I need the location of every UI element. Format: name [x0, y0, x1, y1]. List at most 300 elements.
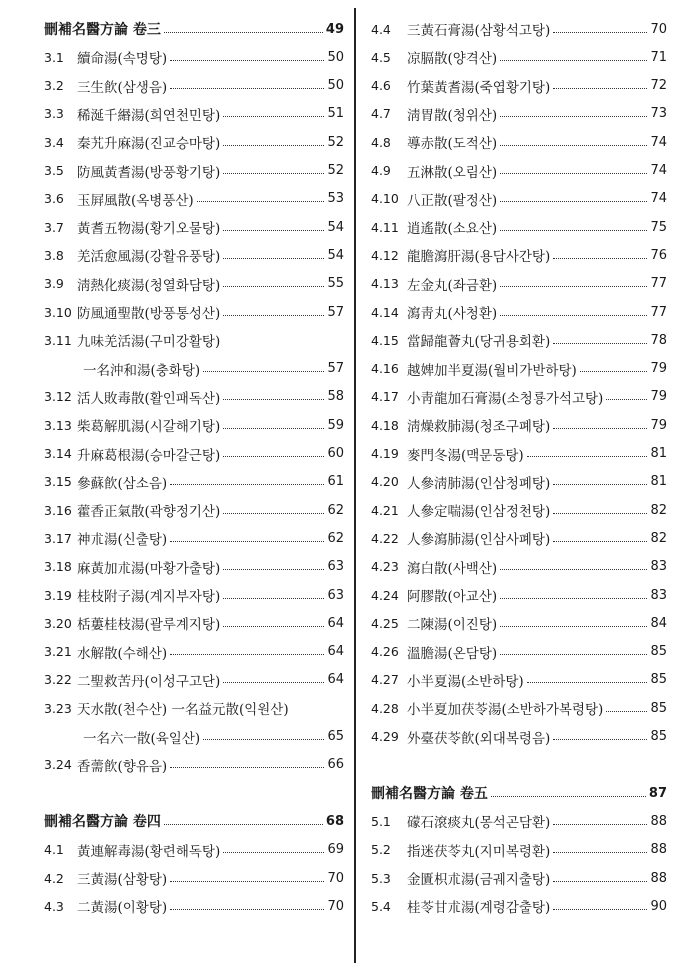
- toc-entry: [44, 243, 344, 267]
- entry-number: 3.24: [44, 757, 72, 773]
- entry-title: 逍遙散(소요산): [407, 221, 498, 238]
- leader-dots: [580, 371, 648, 372]
- leader-dots: [170, 88, 324, 89]
- leader-dots: [606, 399, 647, 400]
- toc-entry: [371, 838, 667, 862]
- page-number: 61: [327, 474, 344, 490]
- page-number: 74: [650, 134, 667, 150]
- entry-number: 3.15: [44, 474, 72, 490]
- toc-entry: [371, 526, 667, 550]
- entry-number: 3.5: [44, 163, 64, 178]
- entry-title: 羌活愈風湯(강활유풍탕): [77, 249, 221, 266]
- entry-number: 4.2: [44, 870, 64, 886]
- entry-title: 金匱枳朮湯(금궤지출탕): [407, 872, 551, 888]
- entry-number: 4.14: [371, 304, 399, 320]
- toc-entry: [371, 102, 667, 126]
- toc-entry: [44, 300, 344, 324]
- toc-entry: [44, 640, 344, 664]
- toc-entry: [371, 809, 667, 833]
- leader-dots: [500, 569, 647, 570]
- entry-number: 3.23: [44, 700, 72, 716]
- entry-title: 龍膽瀉肝湯(용담사간탕): [407, 249, 551, 266]
- page-number: 60: [327, 446, 344, 461]
- entry-number: 4.18: [371, 417, 399, 433]
- toc-entry: [44, 526, 344, 550]
- entry-title: 淸胃散(청위산): [407, 107, 498, 124]
- page-number: 64: [327, 615, 344, 631]
- entry-number: 4.20: [371, 474, 399, 490]
- page-number: 53: [327, 191, 344, 207]
- section-title: 刪補名醫方論 卷四: [44, 814, 161, 831]
- entry-number: 4.23: [371, 559, 399, 575]
- toc-entry: [44, 866, 344, 890]
- toc-entry: [371, 17, 667, 41]
- entry-title: 淸燥救肺湯(청조구폐탕): [407, 419, 551, 436]
- page-number: 50: [327, 78, 344, 94]
- entry-number: 3.4: [44, 134, 64, 150]
- toc-entry: [44, 357, 344, 381]
- entry-number: 3.16: [44, 502, 72, 518]
- page-number: 79: [650, 389, 667, 405]
- leader-dots: [223, 428, 324, 429]
- toc-entry: [371, 385, 667, 409]
- entry-number: 3.18: [44, 559, 72, 575]
- entry-title: 桂枝附子湯(계지부자탕): [77, 589, 221, 605]
- entry-title: 人參定喘湯(인삼정천탕): [407, 504, 551, 521]
- entry-title: 麻黃加朮湯(마황가출탕): [77, 560, 221, 577]
- entry-number: 5.2: [371, 842, 391, 858]
- entry-number: 5.3: [371, 870, 391, 886]
- entry-number: 3.17: [44, 530, 72, 546]
- entry-title: 三黃湯(삼황탕): [77, 872, 168, 888]
- leader-dots: [164, 824, 323, 825]
- leader-dots: [170, 484, 324, 485]
- entry-number: 4.6: [371, 78, 391, 94]
- entry-number: 4.15: [371, 332, 399, 348]
- page-number: 58: [327, 389, 344, 405]
- toc-entry: [371, 45, 667, 69]
- toc-entry: [44, 187, 344, 211]
- page-number: 59: [327, 417, 344, 433]
- page-number: 65: [327, 729, 344, 744]
- entry-number: 4.21: [371, 502, 399, 518]
- page-number: 88: [650, 813, 667, 829]
- leader-dots: [164, 32, 323, 33]
- page-number: 70: [327, 870, 344, 886]
- entry-title: 小半夏湯(소반하탕): [407, 673, 524, 690]
- entry-number: 3.9: [44, 276, 64, 292]
- leader-dots: [500, 230, 647, 231]
- entry-title: 小靑龍加石膏湯(소청룡가석고탕): [407, 390, 604, 407]
- entry-title: 阿膠散(아교산): [407, 589, 498, 605]
- toc-entry: [44, 215, 344, 239]
- toc-entry: [371, 413, 667, 437]
- entry-number: 4.5: [371, 49, 391, 65]
- entry-title: 左金丸(좌금환): [407, 277, 498, 294]
- leader-dots: [500, 315, 647, 316]
- page-number: 70: [327, 898, 344, 914]
- page-number: 62: [327, 530, 344, 546]
- page-number: 90: [650, 898, 667, 914]
- toc-entry: [44, 328, 344, 352]
- entry-title: 越婢加半夏湯(월비가반하탕): [407, 362, 577, 379]
- entry-number: 5.4: [371, 898, 391, 914]
- toc-entry: [44, 272, 344, 296]
- leader-dots: [606, 711, 647, 712]
- page-number: 73: [650, 106, 667, 122]
- entry-number: 4.25: [371, 615, 399, 631]
- entry-title: 稀涎千緡湯(희연천민탕): [77, 107, 221, 124]
- leader-dots: [170, 767, 324, 768]
- leader-dots: [527, 456, 648, 457]
- toc-entry: [371, 357, 667, 381]
- toc-entry: [371, 583, 667, 607]
- entry-title: 防風黃耆湯(방풍황기탕): [77, 164, 221, 181]
- leader-dots: [491, 796, 646, 797]
- page-number: 49: [325, 21, 344, 37]
- entry-title: 黃耆五物湯(황기오물탕): [77, 221, 221, 238]
- page-number: 66: [327, 757, 344, 773]
- toc-entry: [44, 102, 344, 126]
- page-number: 63: [327, 559, 344, 575]
- page-number: 85: [650, 644, 667, 660]
- toc-entry: [44, 159, 344, 183]
- column-divider: [354, 8, 356, 963]
- entry-number: 3.20: [44, 615, 72, 631]
- entry-title: 二聖救苦丹(이성구고단): [77, 673, 221, 690]
- page-number: 81: [650, 446, 667, 461]
- entry-title: 神朮湯(신출탕): [77, 532, 168, 549]
- section-heading: [44, 17, 344, 41]
- leader-dots: [500, 626, 647, 627]
- entry-title: 二黃湯(이황탕): [77, 900, 168, 917]
- toc-entry: [44, 611, 344, 635]
- entry-title: 防風通聖散(방풍통성산): [77, 306, 221, 322]
- toc-entry: [371, 187, 667, 211]
- page-number: 84: [650, 615, 667, 631]
- toc-entry: [44, 555, 344, 579]
- entry-number: 4.17: [371, 389, 399, 405]
- toc-entry: [371, 74, 667, 98]
- entry-title: 參蘇飮(삼소음): [77, 475, 168, 492]
- page-number: 74: [650, 163, 667, 178]
- entry-title: 升麻葛根湯(승마갈근탕): [77, 447, 221, 464]
- toc-entry: [371, 894, 667, 918]
- entry-title: 指迷茯苓丸(지미복령환): [407, 843, 551, 860]
- leader-dots: [553, 484, 647, 485]
- leader-dots: [223, 116, 324, 117]
- entry-number: 3.19: [44, 587, 72, 603]
- toc-entry: [44, 442, 344, 466]
- entry-number: 4.24: [371, 587, 399, 603]
- entry-title: 凉膈散(양격산): [407, 51, 498, 68]
- page-number: 76: [650, 247, 667, 263]
- entry-title: 活人敗毒散(활인패독산): [77, 390, 221, 407]
- page-number: 74: [650, 191, 667, 207]
- toc-entry: [44, 130, 344, 154]
- page-number: 79: [650, 417, 667, 433]
- leader-dots: [223, 598, 324, 599]
- entry-number: 3.13: [44, 417, 72, 433]
- leader-dots: [500, 598, 647, 599]
- section-heading: [44, 809, 344, 833]
- entry-number: 3.21: [44, 644, 72, 660]
- leader-dots: [553, 428, 647, 429]
- page-number: 75: [650, 219, 667, 235]
- toc-entry: [44, 583, 344, 607]
- toc-entry: [371, 470, 667, 494]
- leader-dots: [203, 371, 324, 372]
- entry-title: 溫膽湯(온담탕): [407, 645, 498, 662]
- entry-title: 栝蔞桂枝湯(괄루계지탕): [77, 617, 221, 634]
- page-number: 72: [650, 78, 667, 94]
- entry-title: 柴葛解肌湯(시갈해기탕): [77, 419, 221, 436]
- toc-entry: [44, 413, 344, 437]
- toc-entry: [371, 215, 667, 239]
- entry-number: 4.9: [371, 163, 391, 178]
- leader-dots: [500, 145, 647, 146]
- toc-entry: [44, 696, 344, 720]
- page-number: 88: [650, 842, 667, 858]
- entry-title: 竹葉黃耆湯(죽엽황기탕): [407, 79, 551, 96]
- entry-number: 4.26: [371, 644, 399, 660]
- entry-title: 藿香正氣散(곽향정기산): [77, 504, 221, 521]
- leader-dots: [223, 399, 324, 400]
- entry-number: 3.1: [44, 49, 64, 65]
- leader-dots: [553, 258, 647, 259]
- entry-title: 人參瀉肺湯(인삼사폐탕): [407, 532, 551, 549]
- leader-dots: [223, 456, 324, 457]
- leader-dots: [223, 513, 324, 514]
- page-number: 77: [650, 304, 667, 320]
- leader-dots: [553, 852, 647, 853]
- entry-number: 3.12: [44, 389, 72, 405]
- page-number: 78: [650, 332, 667, 348]
- leader-dots: [223, 569, 324, 570]
- leader-dots: [553, 739, 647, 740]
- page-number: 87: [648, 785, 667, 801]
- page-number: 64: [327, 644, 344, 660]
- toc-entry: [371, 442, 667, 466]
- toc-entry: [371, 328, 667, 352]
- entry-title: 二陳湯(이진탕): [407, 617, 498, 634]
- toc-entry: [371, 272, 667, 296]
- toc-entry: [371, 611, 667, 635]
- leader-dots: [500, 286, 647, 287]
- leader-dots: [223, 315, 324, 316]
- leader-dots: [500, 60, 647, 61]
- entry-number: 3.2: [44, 78, 64, 94]
- entry-title: 當歸龍薈丸(당귀용회환): [407, 334, 551, 351]
- leader-dots: [553, 909, 647, 910]
- toc-entry: [371, 725, 667, 749]
- entry-title: 秦艽升麻湯(진교승마탕): [77, 136, 221, 153]
- leader-dots: [500, 201, 647, 202]
- page-number: 83: [650, 559, 667, 575]
- leader-dots: [197, 201, 325, 202]
- entry-title: 一名六一散(육일산): [83, 730, 201, 747]
- leader-dots: [553, 513, 647, 514]
- leader-dots: [170, 909, 324, 910]
- entry-title: 小半夏加茯苓湯(소반하가복령탕): [407, 702, 604, 719]
- entry-title: 桂苓甘朮湯(계령감출탕): [407, 900, 551, 917]
- page-number: 88: [650, 870, 667, 886]
- page-number: 79: [650, 361, 667, 377]
- entry-title: 黃連解毒湯(황련해독탕): [77, 843, 221, 860]
- leader-dots: [223, 258, 324, 259]
- entry-number: 3.6: [44, 191, 64, 207]
- entry-number: 3.3: [44, 106, 64, 122]
- page-number: 64: [327, 672, 344, 688]
- entry-number: 3.7: [44, 219, 64, 235]
- page-number: 71: [650, 49, 667, 65]
- toc-entry: [44, 838, 344, 862]
- leader-dots: [223, 145, 324, 146]
- toc-entry: [44, 498, 344, 522]
- entry-number: 4.12: [371, 247, 399, 263]
- toc-entry: [371, 159, 667, 183]
- entry-title: 玉屛風散(옥병풍산): [77, 192, 194, 209]
- toc-entry: [371, 640, 667, 664]
- page-number: 85: [650, 672, 667, 688]
- leader-dots: [223, 230, 324, 231]
- entry-number: 3.14: [44, 446, 72, 461]
- entry-title: 天水散(천수산) 一名益元散(익원산): [77, 702, 289, 719]
- entry-number: 4.19: [371, 446, 399, 461]
- toc-entry: [44, 753, 344, 777]
- toc-entry: [371, 300, 667, 324]
- entry-number: 4.10: [371, 191, 399, 207]
- entry-title: 五淋散(오림산): [407, 164, 498, 181]
- leader-dots: [553, 881, 647, 882]
- page-number: 85: [650, 729, 667, 744]
- leader-dots: [500, 116, 647, 117]
- page-number: 82: [650, 502, 667, 518]
- toc-entry: [44, 725, 344, 749]
- entry-number: 3.8: [44, 247, 64, 263]
- entry-title: 三生飮(삼생음): [77, 79, 168, 96]
- toc-entry: [371, 668, 667, 692]
- entry-title: 人參淸肺湯(인삼청폐탕): [407, 475, 551, 492]
- page-number: 68: [325, 813, 344, 829]
- leader-dots: [553, 32, 647, 33]
- toc-entry: [44, 668, 344, 692]
- leader-dots: [223, 286, 324, 287]
- entry-title: 淸熱化痰湯(청열화담탕): [77, 277, 221, 294]
- leader-dots: [500, 654, 647, 655]
- leader-dots: [170, 60, 324, 61]
- leader-dots: [170, 881, 324, 882]
- entry-title: 八正散(팔정산): [407, 192, 498, 209]
- page-number: 82: [650, 530, 667, 546]
- page-number: 85: [650, 700, 667, 716]
- entry-title: 導赤散(도적산): [407, 136, 498, 153]
- page-number: 50: [327, 49, 344, 65]
- entry-number: 4.11: [371, 219, 399, 235]
- page-number: 55: [327, 276, 344, 292]
- toc-entry: [371, 555, 667, 579]
- page-number: 57: [327, 304, 344, 320]
- leader-dots: [553, 88, 647, 89]
- toc-entry: [44, 385, 344, 409]
- entry-number: 4.27: [371, 672, 399, 688]
- toc-entry: [371, 866, 667, 890]
- page-number: 52: [327, 163, 344, 178]
- leader-dots: [170, 541, 324, 542]
- entry-number: 4.8: [371, 134, 391, 150]
- toc-entry: [44, 74, 344, 98]
- page-number: 62: [327, 502, 344, 518]
- toc-entry: [44, 470, 344, 494]
- entry-title: 香薷飮(향유음): [77, 758, 168, 775]
- page-number: 83: [650, 587, 667, 603]
- leader-dots: [500, 173, 647, 174]
- entry-number: 3.10: [44, 304, 72, 320]
- entry-title: 瀉白散(사백산): [407, 560, 498, 577]
- page-number: 63: [327, 587, 344, 603]
- leader-dots: [223, 173, 324, 174]
- page-number: 77: [650, 276, 667, 292]
- leader-dots: [223, 682, 324, 683]
- entry-number: 4.29: [371, 729, 399, 744]
- entry-title: 水解散(수해산): [77, 645, 168, 662]
- entry-number: 5.1: [371, 813, 391, 829]
- entry-title: 麥門冬湯(맥문동탕): [407, 447, 524, 464]
- leader-dots: [527, 682, 648, 683]
- entry-number: 4.16: [371, 361, 399, 377]
- entry-number: 4.22: [371, 530, 399, 546]
- section-title: 刪補名醫方論 卷五: [371, 786, 488, 803]
- toc-entry: [371, 498, 667, 522]
- page-number: 81: [650, 474, 667, 490]
- entry-number: 4.4: [371, 21, 391, 37]
- leader-dots: [553, 541, 647, 542]
- leader-dots: [553, 824, 647, 825]
- entry-number: 3.11: [44, 332, 72, 348]
- entry-title: 礞石滾痰丸(몽석곤담환): [407, 815, 551, 832]
- page-number: 54: [327, 247, 344, 263]
- section-title: 刪補名醫方論 卷三: [44, 22, 161, 38]
- toc-entry: [44, 45, 344, 69]
- leader-dots: [203, 739, 324, 740]
- entry-number: 4.13: [371, 276, 399, 292]
- entry-title: 外臺茯苓飮(외대복령음): [407, 730, 551, 747]
- page-number: 52: [327, 134, 344, 150]
- toc-entry: [371, 243, 667, 267]
- toc-entry: [44, 894, 344, 918]
- leader-dots: [553, 343, 647, 344]
- entry-number: 4.1: [44, 842, 64, 858]
- entry-title: 一名沖和湯(충화탕): [83, 362, 201, 379]
- toc-entry: [371, 130, 667, 154]
- page-number: 51: [327, 106, 344, 122]
- toc-entry: [371, 696, 667, 720]
- entry-number: 4.28: [371, 700, 399, 716]
- entry-number: 3.22: [44, 672, 72, 688]
- entry-title: 三黃石膏湯(삼황석고탕): [407, 23, 551, 39]
- leader-dots: [170, 654, 324, 655]
- page-number: 54: [327, 219, 344, 235]
- entry-title: 九味羌活湯(구미강활탕): [77, 334, 221, 351]
- section-heading: [371, 781, 667, 805]
- page-number: 70: [650, 21, 667, 37]
- entry-title: 續命湯(속명탕): [77, 51, 168, 68]
- page-number: 69: [327, 842, 344, 858]
- entry-title: 瀉靑丸(사청환): [407, 306, 498, 322]
- leader-dots: [223, 852, 324, 853]
- entry-number: 4.7: [371, 106, 391, 122]
- page-number: 57: [327, 361, 344, 377]
